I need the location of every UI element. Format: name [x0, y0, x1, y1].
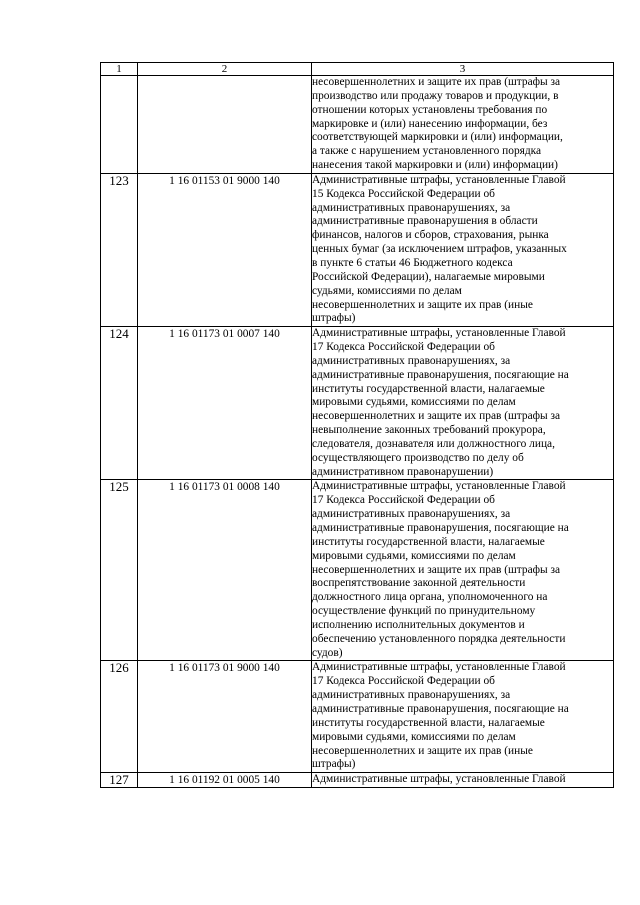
table-row [101, 661, 614, 773]
description-line: административные правонарушения, посягающие на [312, 522, 569, 534]
row-number [101, 76, 138, 174]
description-line: Административные штрафы, установленные Главой [312, 773, 566, 786]
description-line: маркировке и (или) нанесению информации, без [312, 117, 548, 130]
description-line: 17 Кодекса Российской Федерации об [312, 341, 495, 354]
description-line: несовершеннолетних и защите их прав (штрафы за [312, 563, 561, 576]
description-line: несовершеннолетних и защите их прав (штрафы за [312, 76, 561, 88]
budget-code: 1 16 01173 01 0008 140 [138, 480, 312, 661]
row-description [312, 480, 614, 661]
row-number: 124 [101, 327, 138, 480]
description-line: административные правонарушения в области [312, 215, 538, 228]
description-line: обеспечению установленного порядка деятельности [312, 632, 566, 645]
description-line: Российской Федерации), налагаемые мировыми [312, 270, 545, 283]
description-line: несовершеннолетних и защите их прав (иные [312, 744, 533, 757]
budget-codes-table [100, 62, 614, 788]
description-line: мировыми судьями, комиссиями по делам [312, 549, 516, 562]
description-line: несовершеннолетних и защите их прав (иные [312, 298, 533, 311]
description-line: мировыми судьями, комиссиями по делам [312, 730, 516, 743]
description-line: Административные штрафы, установленные Главой [312, 661, 566, 674]
description-line: невыполнение законных требований прокурора, [312, 424, 546, 437]
column-header-1: 1 [101, 63, 138, 76]
description-line: административном правонарушении) [312, 465, 494, 478]
description-line: институты государственной власти, налагаемые [312, 716, 545, 729]
description-line: судьями, комиссиями по делам [312, 284, 462, 297]
row-number: 126 [101, 661, 138, 773]
description-line: Административные штрафы, установленные Главой [312, 173, 566, 186]
row-number: 123 [101, 173, 138, 326]
table-row [101, 480, 614, 661]
description-line: соответствующей маркировки и (или) информации, [312, 131, 563, 144]
row-description [312, 76, 614, 174]
description-line: нанесения такой маркировки и (или) информации) [312, 159, 558, 172]
row-description [312, 661, 614, 773]
description-line: административных правонарушениях, за [312, 201, 511, 214]
description-line: следователя, дознавателя или должностного лица, [312, 437, 555, 450]
table-row [101, 773, 614, 788]
table-row-continuation [101, 76, 614, 174]
description-line: несовершеннолетних и защите их прав (штрафы за [312, 410, 561, 423]
description-line: Административные штрафы, установленные Главой [312, 480, 566, 493]
description-line: институты государственной власти, налагаемые [312, 535, 545, 548]
budget-code: 1 16 01192 01 0005 140 [138, 773, 312, 788]
description-line: судов) [312, 646, 343, 659]
description-line: Административные штрафы, установленные Главой [312, 327, 566, 340]
column-header-2: 2 [138, 63, 312, 76]
row-description [312, 327, 614, 480]
description-line: в пункте 6 статьи 46 Бюджетного кодекса [312, 256, 513, 269]
description-line: административные правонарушения, посягающие на [312, 368, 569, 381]
row-number: 125 [101, 480, 138, 661]
description-line: исполнению исполнительных документов и [312, 618, 525, 631]
row-number: 127 [101, 773, 138, 788]
description-line: административных правонарушениях, за [312, 354, 511, 367]
table-header [101, 63, 614, 76]
description-line: финансов, налогов и сборов, страхования, рынка [312, 229, 549, 242]
table-row [101, 173, 614, 326]
column-header-3: 3 [312, 63, 614, 76]
description-line: воспрепятствование законной деятельности [312, 577, 526, 590]
budget-code [138, 76, 312, 174]
description-line: мировыми судьями, комиссиями по делам [312, 396, 516, 409]
description-line: осуществление функций по принудительному [312, 605, 536, 618]
budget-code: 1 16 01153 01 9000 140 [138, 173, 312, 326]
description-line: а также с нарушением установленного порядка [312, 145, 542, 158]
description-line: отношении которых установлены требования по [312, 103, 548, 116]
description-line: ценных бумаг (за исключением штрафов, указанных [312, 243, 567, 256]
table-body [101, 76, 614, 788]
row-description [312, 173, 614, 326]
description-line: 17 Кодекса Российской Федерации об [312, 494, 495, 507]
description-line: осуществляющего производство по делу об [312, 451, 524, 464]
budget-code: 1 16 01173 01 9000 140 [138, 661, 312, 773]
description-line: штрафы) [312, 312, 356, 325]
description-line: институты государственной власти, налагаемые [312, 382, 545, 395]
description-line: штрафы) [312, 758, 356, 771]
row-description [312, 773, 614, 788]
description-line: административных правонарушениях, за [312, 508, 511, 521]
budget-code: 1 16 01173 01 0007 140 [138, 327, 312, 480]
description-line: производство или продажу товаров и продукции, в [312, 89, 559, 102]
description-line: должностного лица органа, уполномоченного на [312, 591, 548, 604]
description-line: административные правонарушения, посягающие на [312, 702, 569, 715]
table-row [101, 327, 614, 480]
description-line: 17 Кодекса Российской Федерации об [312, 675, 495, 688]
description-line: административных правонарушениях, за [312, 689, 511, 702]
description-line: 15 Кодекса Российской Федерации об [312, 187, 495, 200]
